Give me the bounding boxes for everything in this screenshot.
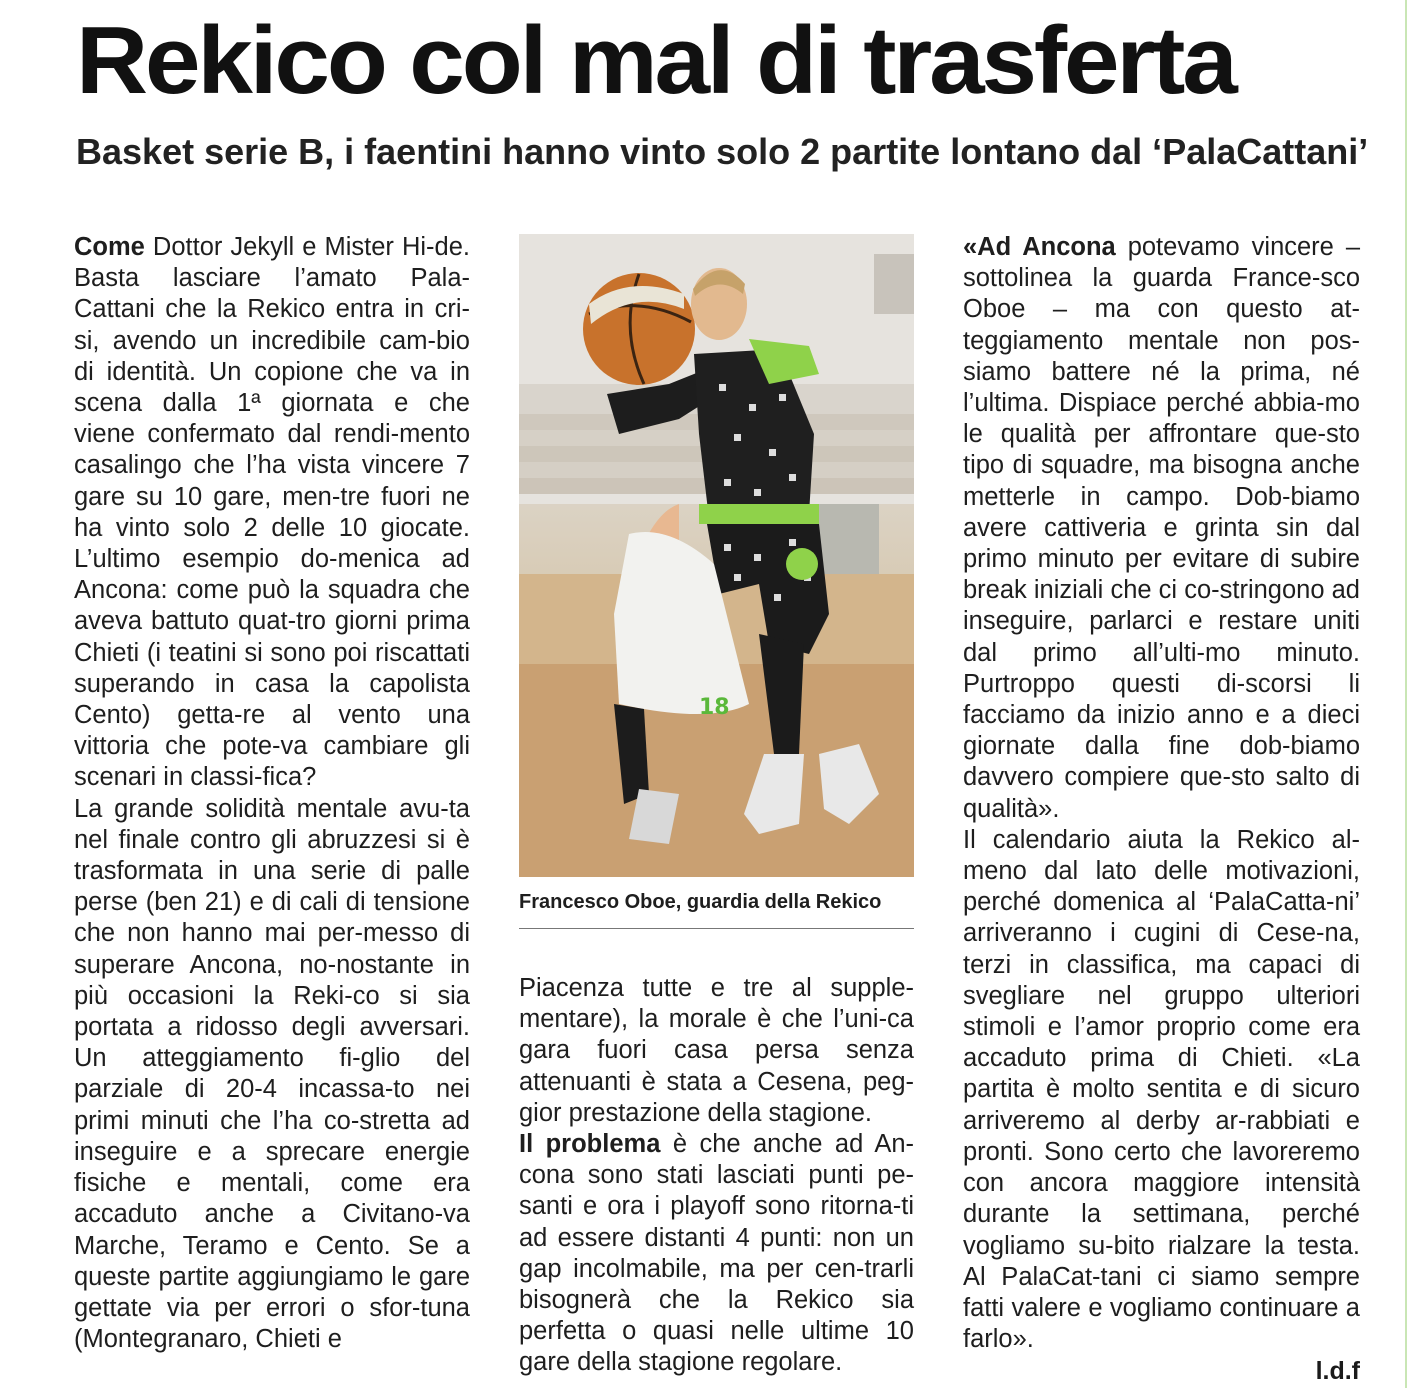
player-photo xyxy=(519,234,914,877)
column-right xyxy=(963,232,1360,1355)
page-edge-rule xyxy=(1405,0,1422,1388)
player-photo-illustration xyxy=(519,234,914,877)
subtitle: Basket serie B, i faentini hanno vinto solo 2 partite lontano dal ‘PalaCattani’ xyxy=(76,131,1369,172)
jersey-number: 18 xyxy=(699,695,730,720)
paragraph-right-2: Il calendario aiuta la Rekico al-meno dal lato delle motivazioni, perché domenica al ‘PalaCatta-ni’ arriveranno i cugini di Cese-na, terzi in classifica, ma capaci di svegliare nel gruppo ulteriori stimoli e l’amor proprio come era accaduto prima di Chieti. «La partita è molto sentita e di sicuro arriveremo al derby ar-rabbiati e pronti. Sono certo che lavoreremo con ancora maggiore intensità durante la settimana, perché vogliamo su-bito rialzare la testa. Al PalaCat-tani ci siamo sempre fatti valere e vogliamo continuare a farlo». xyxy=(963,825,1360,1354)
paragraph-left-1 xyxy=(74,232,470,794)
paragraph-mid-1: Piacenza tutte e tre al supple-mentare), la morale è che l’uni-ca gara fuori casa persa senza attenuanti è stata a Cesena, peg-gior prestazione della stagione. xyxy=(519,974,914,1127)
lead-word: «Ad Ancona xyxy=(963,233,1116,261)
paragraph-text: Dottor Jekyll e Mister Hi-de. Basta lasciare l’amato Pala-Cattani che la Rekico entra in cri-si, avendo un incredibile cam-bio di identità. Un copione che va in scena dalla 1ª giornata e che viene confermato dal rendi-mento casalingo che l’ha vista vincere 7 gare su 10 gare, men-tre fuori ne ha vinto solo 2 delle 10 giocate. L’ultimo esempio do-menica ad Ancona: come può la squadra che aveva battuto quat-tro giorni prima Chieti (i teatini si sono poi riscattati superando in casa la capolista Cento) getta-re al vento una vittoria che pote-va cambiare gli scenari in classi-fica? xyxy=(74,233,470,792)
headline: Rekico col mal di trasferta xyxy=(76,7,1235,114)
photo-caption: Francesco Oboe, guardia della Rekico xyxy=(519,891,882,913)
lead-word: Il problema xyxy=(519,1130,661,1159)
caption-divider xyxy=(519,928,914,929)
paragraph-text: potevamo vincere – sottolinea la guarda France-sco Oboe – ma con questo at-teggiamento mentale non pos-siamo battere né la prima, né l’ultima. Dispiace perché abbia-mo le qualità per affrontare que-sto tipo di squadre, ma bisogna anche metterle in campo. Dob-biamo avere cattiveria e grinta sin dal primo minuto per evitare di subire break iniziali che ci co-stringono ad inseguire, parlarci e restare uniti dal primo all’ulti-mo minuto. Purtroppo questi di-scorsi li facciamo da inizio anno e a dieci giornate dalla fine dob-biamo davvero compiere que-sto salto di qualità». xyxy=(963,233,1361,823)
column-middle xyxy=(519,973,914,1379)
paragraph-text: è che anche ad An-cona sono stati lasciati punti pe-santi e ora i playoff sono ritorna-ti ad essere distanti 4 punti: non un gap incolmabile, ma per cen-trarli bisognerà che la Rekico sia perfetta o quasi nelle ultime 10 gare della stagione regolare. xyxy=(519,1130,914,1377)
column-left xyxy=(74,232,470,1355)
paragraph-mid-2 xyxy=(519,1129,914,1379)
paragraph-left-2: La grande solidità mentale avu-ta nel finale contro gli abruzzesi si è trasformata in una serie di palle perse (ben 21) e di cali di tensione che non hanno mai per-messo di superare Ancona, no-nostante in più occasioni la Reki-co si sia portata a ridosso degli avversari. Un atteggiamento fi-glio del parziale di 20-4 incassa-to nei primi minuti che l’ha co-stretta ad inseguire e a sprecare energie fisiche e mentali, come era accaduto anche a Civitano-va Marche, Teramo e Cento. Se a queste partite aggiungiamo le gare gettate via per errori o sfor-tuna (Montegranaro, Chieti e xyxy=(74,794,470,1354)
paragraph-right-1 xyxy=(963,232,1360,825)
author-signature: l.d.f xyxy=(1315,1357,1360,1385)
lead-word: Come xyxy=(74,233,145,261)
